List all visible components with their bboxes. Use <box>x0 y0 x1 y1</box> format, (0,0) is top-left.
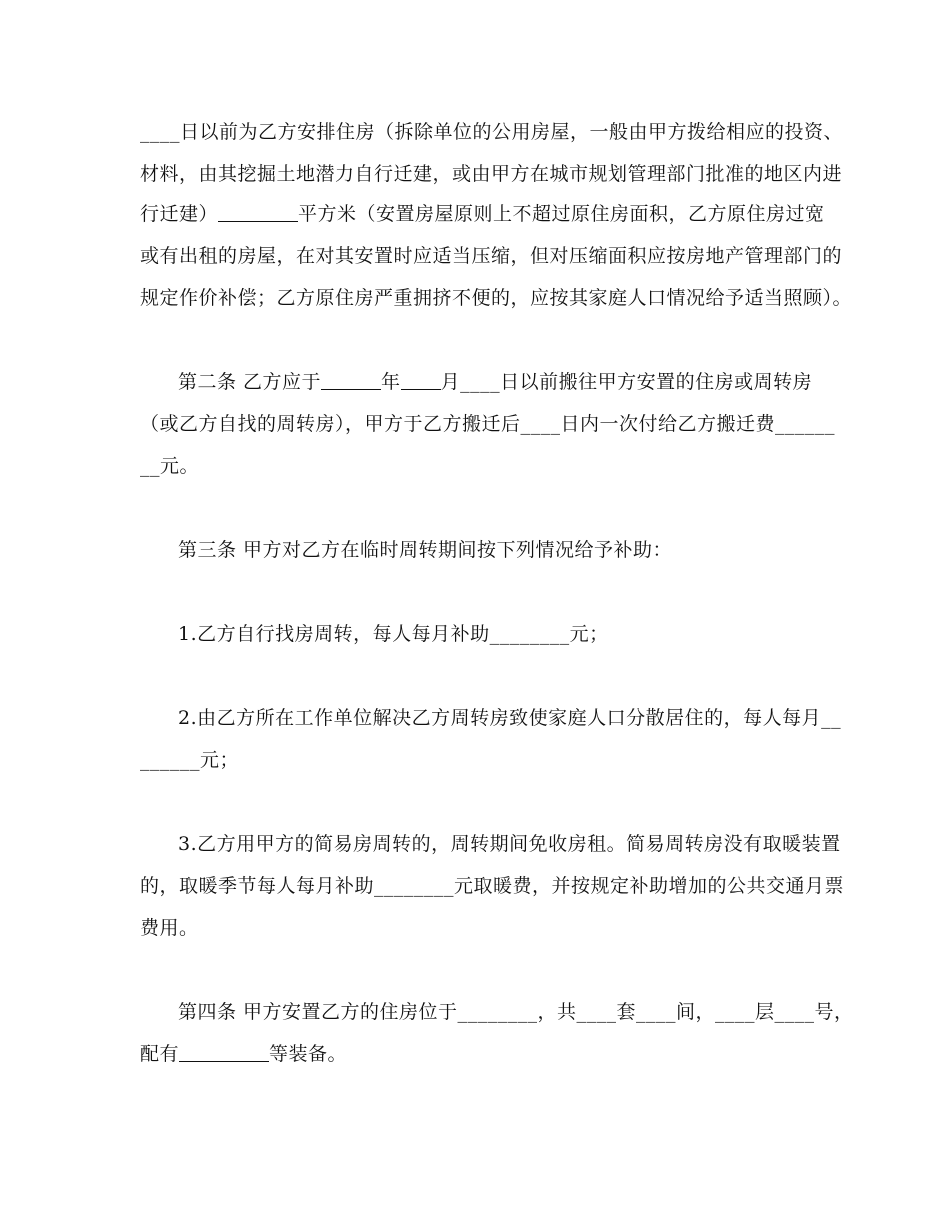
blank-area-field <box>218 203 298 222</box>
article-2-heading-line: 第二条 乙方应于 年 月____日以前搬往甲方安置的住房或周转房 <box>178 371 813 393</box>
paragraph-line: （或乙方自找的周转房），甲方于乙方搬迁后____日内一次付给乙方搬迁费______ <box>140 413 836 435</box>
paragraph-line: 规定作价补偿；乙方原住房严重拥挤不便的，应按其家庭人口情况给予适当照顾）。 <box>140 287 853 309</box>
list-item-3: 3.乙方用甲方的简易房周转的，周转期间免收房租。简易周转房没有取暖装置 <box>178 833 841 855</box>
paragraph-line: ____日以前为乙方安排住房（拆除单位的公用房屋，一般由甲方拨给相应的投资、 <box>140 121 844 143</box>
list-item-3-cont: 费用。 <box>140 917 199 939</box>
paragraph-line: __元。 <box>140 455 200 477</box>
blank-month-field <box>401 371 441 390</box>
list-item-1: 1.乙方自行找房周转，每人每月补助________元； <box>178 623 609 645</box>
list-item-2: 2.由乙方所在工作单位解决乙方周转房致使家庭人口分散居住的，每人每月__ <box>178 707 842 729</box>
paragraph-line: 或有出租的房屋，在对其安置时应适当压缩，但对压缩面积应按房地产管理部门的 <box>140 245 843 267</box>
list-item-3-cont: 的，取暖季节每人每月补助________元取暖费，并按规定补助增加的公共交通月票 <box>140 875 845 897</box>
paragraph-line: 材料，由其挖掘土地潜力自行迁建，或由甲方在城市规划管理部门批准的地区内进 <box>140 163 843 185</box>
list-item-2-cont: ______元； <box>140 749 240 771</box>
article-3-heading-line: 第三条 甲方对乙方在临时周转期间按下列情况给予补助： <box>178 539 673 561</box>
blank-equipment-field <box>179 1043 269 1062</box>
blank-year-field <box>321 371 381 390</box>
paragraph-line: 配有 等装备。 <box>140 1043 348 1065</box>
article-4-heading-line: 第四条 甲方安置乙方的住房位于________，共____套____间，____层____号， <box>178 1001 854 1023</box>
paragraph-line: 行迁建） 平方米（安置房屋原则上不超过原住房面积，乙方原住房过宽 <box>140 203 825 225</box>
